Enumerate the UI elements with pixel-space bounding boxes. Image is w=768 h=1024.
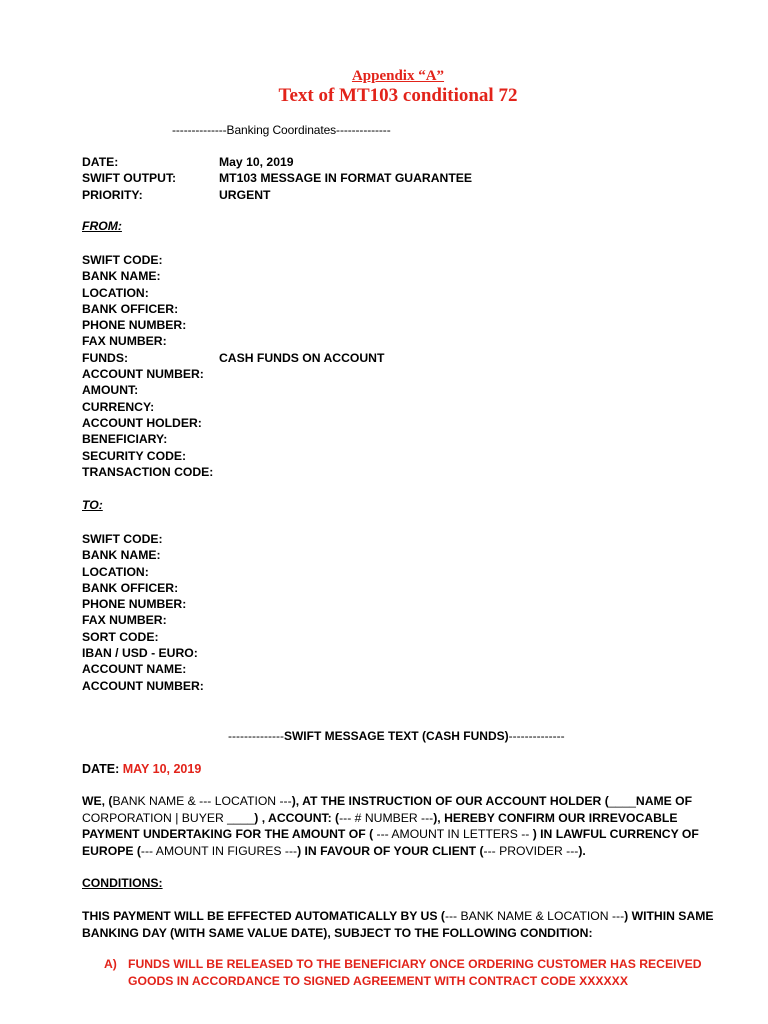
meta-row (82, 187, 472, 203)
from-row (82, 285, 384, 301)
to-row (82, 531, 219, 547)
paragraph-segment: ), HEREBY CONFIRM OUR IRREVOCABLE PAYMENT UNDERTAKING FOR THE AMOUNT OF ( (82, 810, 678, 841)
swift-message-heading (228, 729, 565, 743)
field-label: ACCOUNT NUMBER: (82, 678, 204, 693)
from-heading: FROM: (82, 219, 122, 233)
document-title: Text of MT103 conditional 72 (278, 85, 518, 106)
paragraph-segment: ____ (608, 794, 636, 808)
field-label: BANK NAME: (82, 269, 161, 284)
from-fields (82, 252, 384, 480)
meta-label: PRIORITY: (82, 187, 143, 202)
field-label: SORT CODE: (82, 629, 159, 644)
paragraph-segment: --- # NUMBER --- (339, 810, 434, 825)
field-label: SWIFT CODE: (82, 532, 163, 546)
condition-list-item (104, 956, 704, 989)
from-row (82, 431, 384, 447)
to-row (82, 580, 219, 596)
meta-value: URGENT (219, 187, 271, 202)
field-label: TRANSACTION CODE: (82, 464, 214, 479)
banking-coordinates-heading: --------------Banking Coordinates-------------- (172, 123, 391, 137)
meta-label: SWIFT OUTPUT: (82, 171, 177, 186)
paragraph-segment: WE, ( (82, 794, 113, 808)
from-row (82, 317, 384, 333)
meta-block (82, 154, 472, 203)
field-label: AMOUNT: (82, 383, 139, 398)
paragraph-segment: CORPORATION | BUYER ____ (82, 810, 255, 825)
meta-row (82, 170, 472, 186)
field-label: FUNDS: (82, 350, 129, 365)
paragraph-segment: ) WITHIN SAME BANKING DAY (WITH SAME VALUE DATE), SUBJECT TO THE FOLLOWING CONDITION: (82, 909, 714, 940)
paragraph-segment: ), AT THE INSTRUCTION OF OUR ACCOUNT HOLDER ( (291, 794, 609, 808)
field-label: BENEFICIARY: (82, 432, 168, 447)
field-label: BANK OFFICER: (82, 580, 179, 595)
meta-row (82, 154, 472, 170)
conditions-heading: CONDITIONS: (82, 876, 163, 890)
field-label: PHONE NUMBER: (82, 318, 187, 333)
paragraph-segment: ) , ACCOUNT: ( (254, 810, 340, 825)
from-row (82, 350, 384, 366)
from-row (82, 301, 384, 317)
paragraph-segment: NAME OF (635, 794, 693, 808)
field-label: FAX NUMBER: (82, 334, 167, 349)
field-label: BANK OFFICER: (82, 301, 179, 316)
paragraph-segment: --- PROVIDER --- (483, 843, 579, 858)
to-row (82, 661, 219, 677)
field-value: CASH FUNDS ON ACCOUNT (219, 350, 385, 365)
to-row (82, 564, 219, 580)
paragraph-segment: ) IN LAWFUL CURRENCY OF EUROPE ( (82, 827, 699, 858)
paragraph-segment: ) IN FAVOUR OF YOUR CLIENT ( (297, 843, 484, 858)
to-row (82, 678, 219, 694)
swift-heading-dashes-left: -------------- (228, 729, 284, 743)
swift-date (82, 762, 201, 776)
field-label: ACCOUNT NAME: (82, 662, 187, 677)
field-label: SECURITY CODE: (82, 448, 187, 463)
from-row (82, 464, 384, 480)
meta-label: DATE: (82, 155, 119, 169)
from-row (82, 382, 384, 398)
list-item-text: FUNDS WILL BE RELEASED TO THE BENEFICIARY ONCE ORDERING CUSTOMER HAS RECEIVED GOODS IN ACCORDANCE TO SIGNED AGREEMENT WITH CONTRACT CODE XXXXXX (128, 957, 702, 988)
conditions-paragraph (82, 908, 722, 941)
from-row (82, 333, 384, 349)
paragraph-segment: ). (578, 843, 586, 858)
swift-date-value: MAY 10, 2019 (122, 762, 202, 776)
list-marker: A) (104, 957, 117, 971)
swift-date-label: DATE: (82, 762, 123, 776)
from-row (82, 415, 384, 431)
swift-heading-dashes-right: -------------- (508, 729, 565, 743)
to-row (82, 612, 219, 628)
field-label: CURRENCY: (82, 399, 155, 414)
meta-value: May 10, 2019 (219, 155, 294, 169)
from-row (82, 252, 384, 268)
field-label: PHONE NUMBER: (82, 597, 187, 612)
field-label: IBAN / USD - EURO: (82, 646, 198, 661)
swift-heading-text: SWIFT MESSAGE TEXT (CASH FUNDS) (283, 729, 509, 743)
to-row (82, 645, 219, 661)
to-heading: TO: (82, 498, 103, 512)
from-row (82, 448, 384, 464)
field-label: ACCOUNT NUMBER: (82, 367, 204, 382)
to-row (82, 629, 219, 645)
paragraph-segment: --- BANK NAME & LOCATION --- (444, 909, 625, 923)
to-row (82, 596, 219, 612)
to-fields (82, 531, 219, 694)
paragraph-segment: --- AMOUNT IN LETTERS -- (376, 827, 530, 841)
paragraph-segment: THIS PAYMENT WILL BE EFFECTED AUTOMATICALLY BY US ( (82, 909, 445, 923)
from-row (82, 399, 384, 415)
to-row (82, 547, 219, 563)
paragraph-segment: --- AMOUNT IN FIGURES --- (140, 843, 298, 858)
appendix-heading: Appendix “A” (351, 68, 445, 84)
from-row (82, 268, 384, 284)
field-label: BANK NAME: (82, 548, 161, 563)
meta-value: MT103 MESSAGE IN FORMAT GUARANTEE (219, 171, 473, 186)
from-row (82, 366, 384, 382)
field-label: ACCOUNT HOLDER: (82, 415, 202, 430)
field-label: LOCATION: (82, 285, 149, 300)
paragraph-segment: BANK NAME & --- LOCATION --- (112, 794, 292, 808)
field-label: SWIFT CODE: (82, 253, 163, 267)
undertaking-paragraph (82, 793, 722, 859)
field-label: FAX NUMBER: (82, 613, 167, 628)
field-label: LOCATION: (82, 564, 149, 579)
